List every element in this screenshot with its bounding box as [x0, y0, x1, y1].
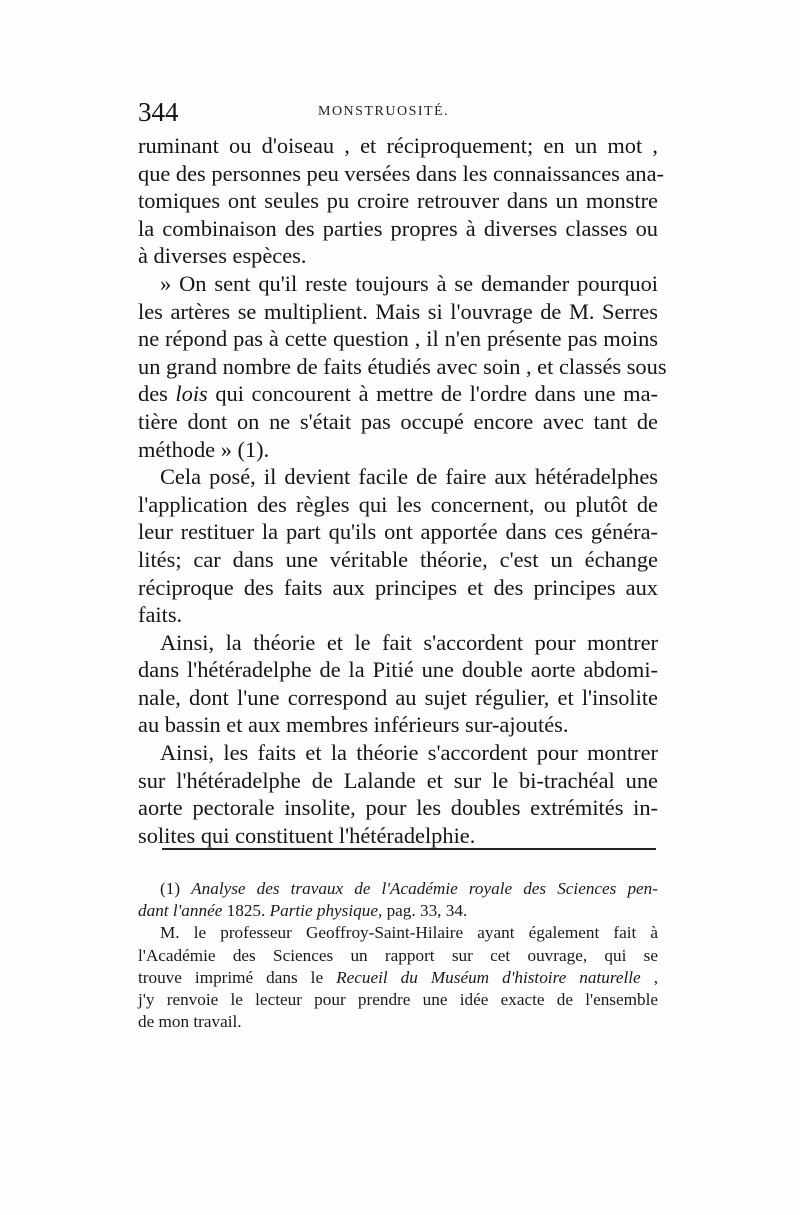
footnote-title: Analyse des travaux de l'Académie royale des Sciences pen- [191, 879, 658, 898]
footnote-year: 1825. [222, 901, 270, 921]
line-prefix: des [138, 381, 176, 407]
footnote-pages: pag. 33, 34. [382, 901, 468, 921]
text-line: réciproque des faits aux principes et des principes aux [138, 574, 658, 600]
text-line: méthode » (1). [138, 436, 270, 462]
footnotes [138, 878, 658, 1033]
footnote-italic: dant l'année [138, 901, 223, 921]
running-head: MONSTRUOSITÉ. [318, 104, 450, 119]
text-line: un grand nombre de faits étudiés avec soin , et classés sous [138, 353, 667, 379]
text-line: faits. [138, 602, 183, 628]
text-line: leur restituer la part qu'ils ont apportée dans ces généra- [138, 519, 658, 545]
footnote-text: trouve imprimé dans le [138, 967, 337, 987]
text-line-with-italic [138, 380, 658, 408]
text-line: lités; car dans une véritable théorie, c'est un échange [138, 546, 658, 572]
text-line: » On sent qu'il reste toujours à se demander pourquoi [160, 270, 658, 296]
text-line: aorte pectorale insolite, pour les doubles extrémités in- [138, 795, 658, 821]
body-text [138, 132, 667, 849]
footnote-line: l'Académie des Sciences un rapport sur cet ouvrage, qui se [138, 945, 658, 965]
footnote-italic: Recueil du Muséum d'histoire naturelle [336, 967, 641, 987]
text-line: tière dont on ne s'était pas occupé encore avec tant de [138, 408, 658, 434]
text-line: nale, dont l'une correspond au sujet régulier, et l'insolite [138, 684, 658, 710]
text-line: Ainsi, les faits et la théorie s'accordent pour montrer [160, 740, 658, 766]
text-line: la combinaison des parties propres à diverses classes ou [138, 215, 658, 241]
footnote-italic: Partie physique, [269, 901, 383, 921]
text-line: l'application des règles qui les concernent, ou plutôt de [138, 491, 658, 517]
footnote-line: de mon travail. [138, 1012, 242, 1032]
text-line: ne répond pas à cette question , il n'en présente pas moins [138, 326, 658, 352]
text-line: à diverses espèces. [138, 243, 307, 269]
text-line: tomiques ont seules pu croire retrouver dans un monstre [138, 188, 658, 214]
text-line: Ainsi, la théorie et le fait s'accordent pour montrer [160, 629, 658, 655]
text-line: sur l'hétéradelphe de Lalande et sur le bi-trachéal une [138, 767, 658, 793]
text-line: Cela posé, il devient facile de faire aux hétéradelphes [160, 464, 658, 490]
text-line: ruminant ou d'oiseau , et réciproquement; en un mot , [138, 133, 658, 158]
footnote-line: j'y renvoie le lecteur pour prendre une idée exacte de l'ensemble [138, 990, 658, 1010]
footnote-line [138, 878, 658, 900]
text-line: solites qui constituent l'hétéradelphie. [138, 822, 476, 848]
text-line: dans l'hétéradelphe de la Pitié une double aorte abdomi- [138, 657, 658, 683]
page-header [138, 96, 658, 128]
footnote-line [138, 967, 658, 989]
footnote-marker: (1) [160, 879, 192, 898]
footnote-line [138, 900, 658, 922]
footnote-divider [162, 848, 656, 850]
footnote-line: M. le professeur Geoffroy-Saint-Hilaire ayant également fait à [160, 923, 658, 943]
text-line: que des personnes peu versées dans les connaissances ana- [138, 160, 664, 186]
page-number: 344 [138, 97, 179, 127]
text-line: les artères se multiplient. Mais si l'ouvrage de M. Serres [138, 298, 658, 324]
text-line: au bassin et aux membres inférieurs sur-ajoutés. [138, 712, 569, 738]
line-rest: qui concourent à mettre de l'ordre dans une ma- [215, 381, 658, 407]
footnote-text: , [640, 967, 658, 987]
italic-word: lois [175, 381, 208, 407]
